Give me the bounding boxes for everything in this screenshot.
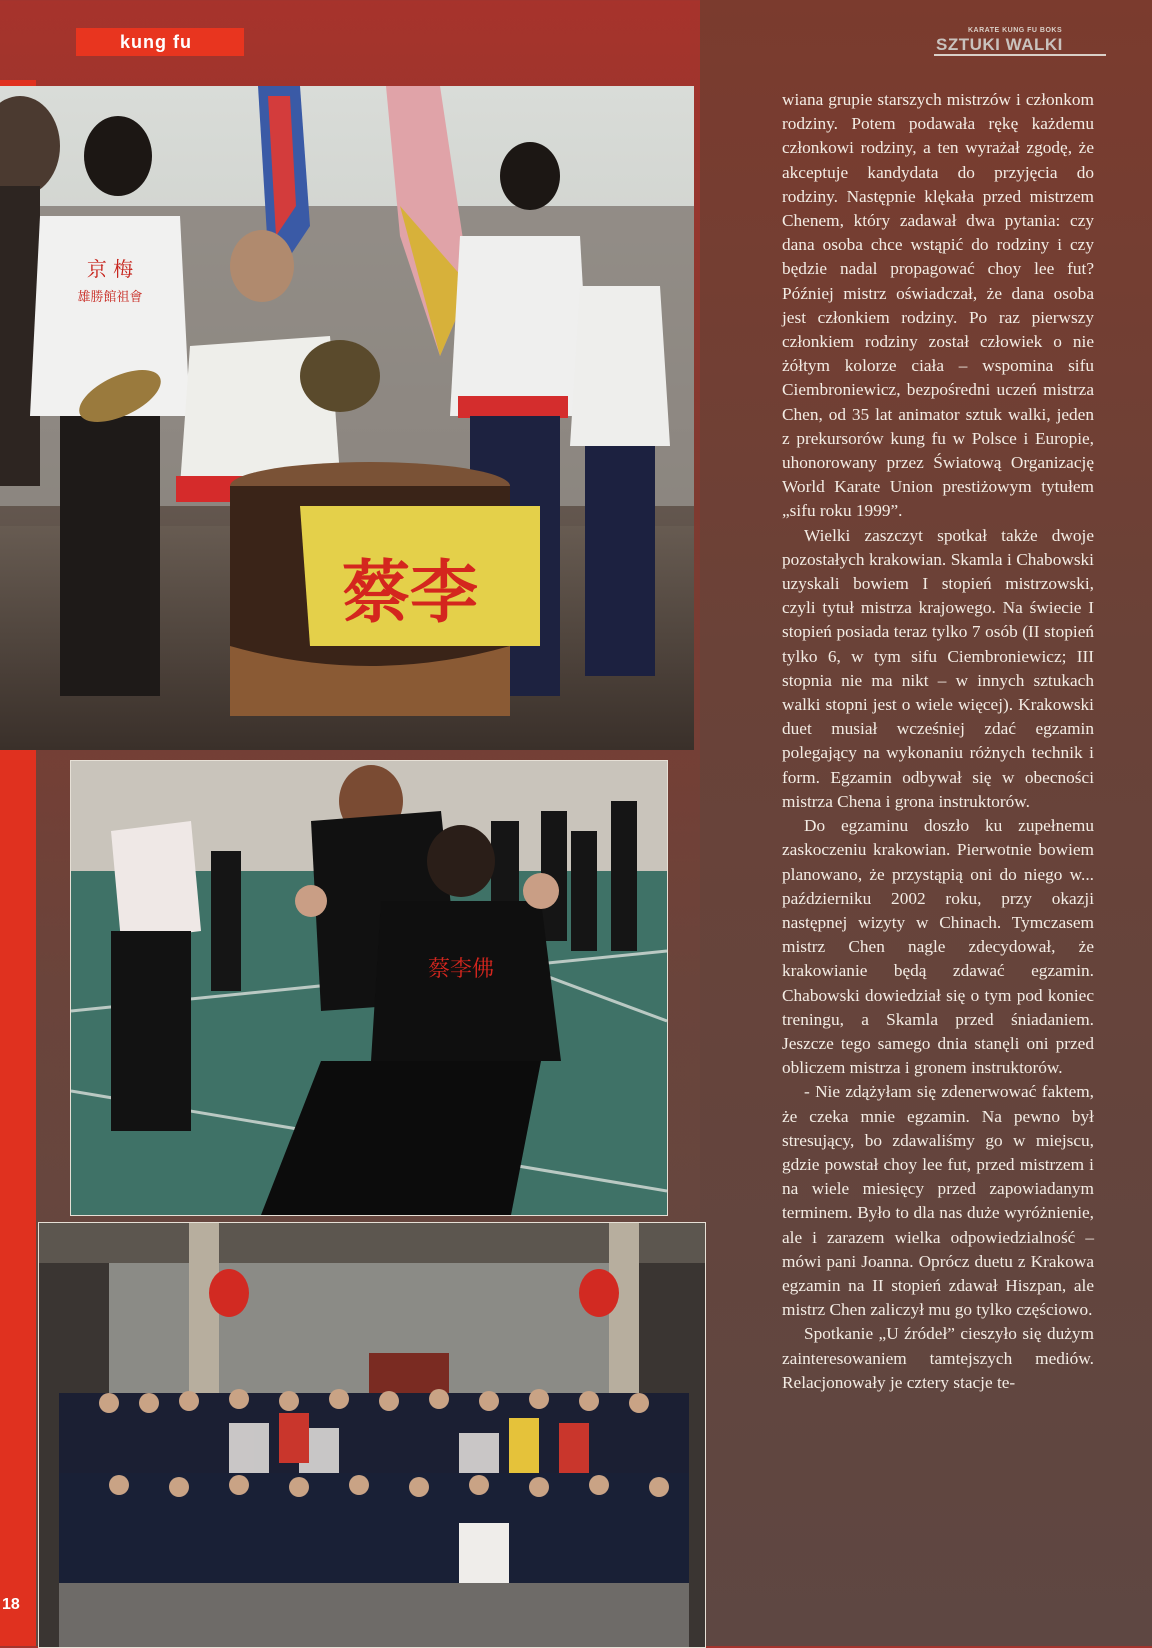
article-paragraph: wiana grupie starszych mistrzów i członkom rodziny. Potem podawała rękę każdemu członkowi rodziny, a ten wyrażał zgodę, że akceptuje kandydata do przyjęcia do rodziny. Następnie klękała przed mistrzem Chenem, który zadawał dwa pytania: czy dana osoba chce wstąpić do rodziny i czy będzie nadal propagować choy lee fut? Później mistrz oświadczał, że dana osoba jest członkiem rodziny. Po raz pierwszy członkiem rodziny został człowiek o nie żółtym kolorze ciała – wspomina sifu Ciembroniewicz, bezpośredni uczeń mistrza Chen, od 35 lat animator sztuk walki, jeden z prekursorów kung fu w Polsce i Europie, uhonorowany przez Światową Organizację World Karate Union prestiżowym tytułem „sifu roku 1999”. (782, 90, 1094, 521)
photo-drum-ceremony (0, 86, 694, 750)
photo-group-portrait (38, 1222, 706, 1648)
tshirt-text-1: 京 梅 (86, 257, 134, 281)
magazine-masthead (934, 24, 1106, 56)
article-paragraph: - Nie zdążyłam się zdenerwować faktem, że czeka mnie egzamin. Na pewno był stresujący, bo zdawaliśmy go w miejscu, gdzie powstał choy lee fut, przed mistrzem i na wiele miesięcy przed zapowiadanym terminem. Było to dla nas duże wyróżnienie, ale i zarazem wielka odpowiedzialność – mówi pani Joanna. Oprócz duetu z Krakowa egzamin na II stopień zdawał Hiszpan, ale mistrz Chen zaliczył mu go tylko częściowo. (782, 1082, 1094, 1320)
article-paragraph: Do egzaminu doszło ku zupełnemu zaskoczeniu krakowian. Pierwotnie bowiem planowano, że przystąpią oni do niego w... październiku 2002 roku, przy okazji następnej wizyty w Chinach. Tymczasem mistrz Chen nagle zdecydował, że krakowianie będą zdawać egzamin. Chabowski dowiedział się o tym pod koniec treningu, a Skamla przed śniadaniem. Jeszcze tego samego dnia stanęli oni przed obliczem mistrza i gronem instruktorów. (782, 816, 1094, 1078)
article-paragraph: Spotkanie „U źródeł” cieszyło się dużym zainteresowaniem tamtejszych mediów. Relacjonowały je cztery stacje te- (782, 1324, 1094, 1392)
page-number: 18 (2, 1596, 20, 1613)
shirt-logo-text: 蔡李佛 (427, 957, 495, 982)
tshirt-text-2: 雄勝館祖會 (77, 290, 143, 305)
masthead-kicker: KARATE KUNG FU BOKS (968, 27, 1063, 34)
article-body (782, 88, 1094, 1395)
masthead-title: SZTUKI WALKI (936, 35, 1063, 54)
photo-training-hall (70, 760, 668, 1216)
drum-banner-text: 蔡李 (341, 554, 479, 633)
article-paragraph: Wielki zaszczyt spotkał także dwoje pozostałych krakowian. Skamla i Chabowski uzyskali bowiem I stopień mistrzowski, czyli tytuł mistrza krajowego. Na świecie I stopień posiada teraz tylko 7 osób (II stopień tylko 6, w tym sifu Ciembroniewicz; III stopnia nie ma nikt – w innych sztukach walki stopni jest o wiele więcej). Krakowski duet musiał wcześniej zdać egzamin polegający na wykonaniu różnych technik i form. Egzamin odbywał się w obecności mistrza Chena i grona instruktorów. (782, 525, 1094, 811)
section-tag: kung fu (76, 28, 244, 56)
